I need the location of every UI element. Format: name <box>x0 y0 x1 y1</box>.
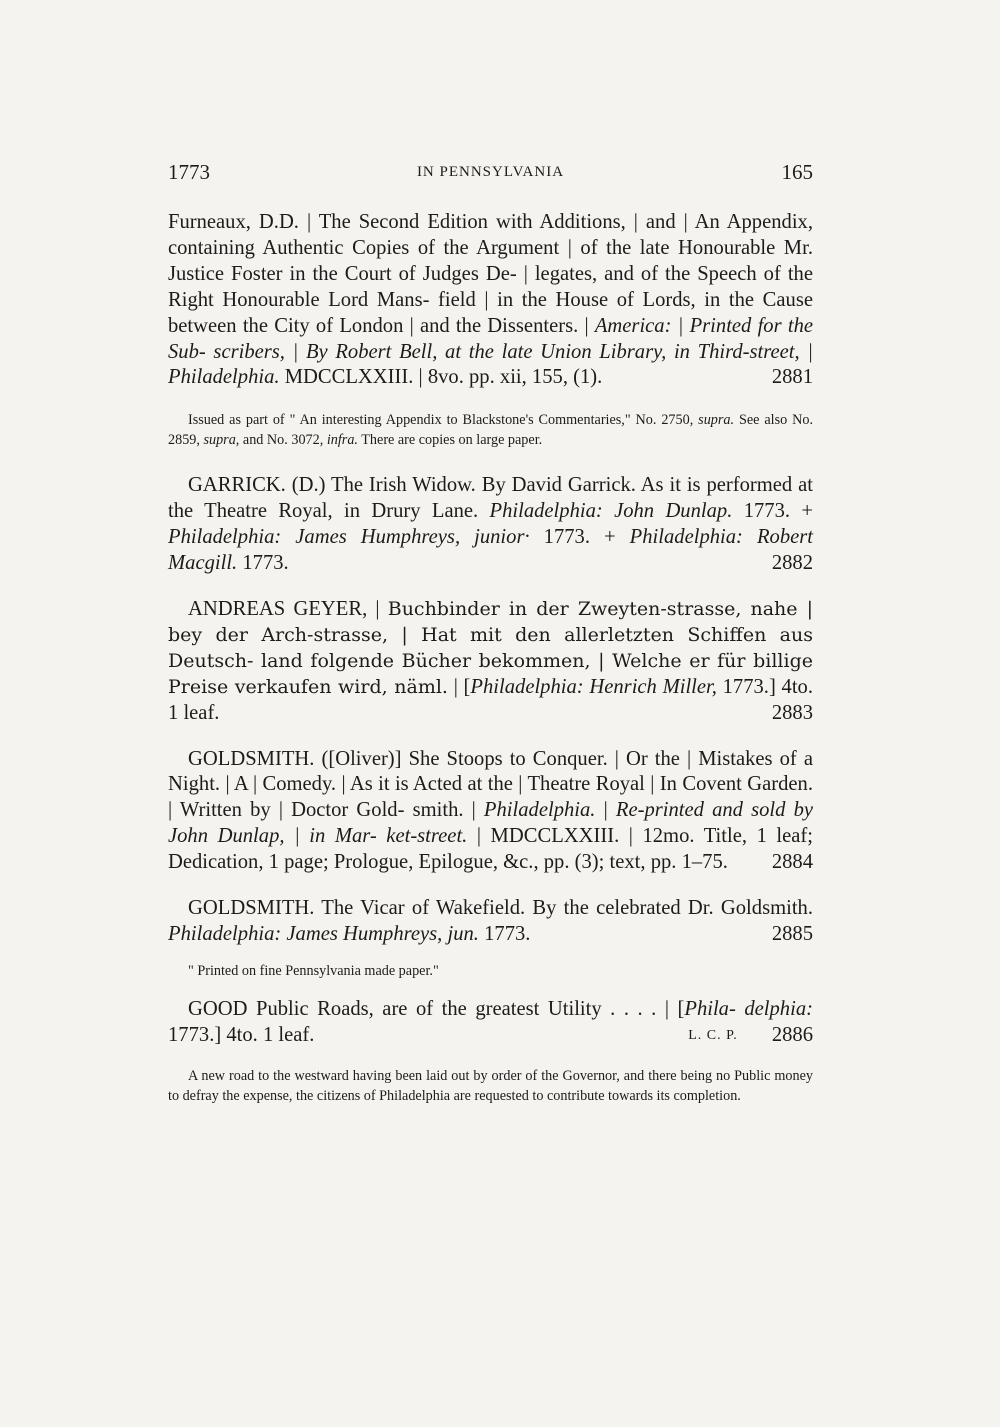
entry-number: 2886 <box>771 1024 813 1047</box>
library-location: L. C. P. <box>688 1028 738 1044</box>
note-text-segment: infra. <box>326 431 358 448</box>
entry-text-segment: GOLDSMITH. ([Oliver)] She Stoops to Conquer. | Or the | Mistakes of a Night. | A | Comedy. | As it is Acted at the | Theatre Royal | In Covent Garden. | Written by | Doctor Gold- smith. | <box>168 747 813 822</box>
entry-2882 <box>168 473 813 577</box>
entry-text-segment: Philadelphia: James Humphreys, jun. <box>168 922 479 945</box>
running-title: IN PENNSYLVANIA <box>416 164 565 180</box>
entry-text-segment: ANDREAS GEYER, | <box>188 597 388 620</box>
page-content <box>168 210 813 1106</box>
entry-text-segment: GARRICK. (D.) The Irish Widow. By David Garrick. As it is performed at the Theatre Royal, in Drury Lane. <box>168 474 813 523</box>
entry-2886 <box>168 997 813 1049</box>
note-text-segment: " Printed on fine Pennsylvania made paper." <box>188 962 439 979</box>
entry-text-segment: MDCCLXXIII. | 8vo. pp. xii, 155, (1). <box>279 366 603 389</box>
entry-text-segment: GOOD Public Roads, are of the greatest Utility . . . . | [ <box>188 998 685 1021</box>
entry-text-segment: 1773.] 4to. 1 leaf. <box>168 675 813 724</box>
entry-text-segment: 1773.] 4to. 1 leaf. <box>168 1024 315 1047</box>
entry-text-segment: America: | Printed for the Sub- scribers, | By Robert Bell, at the late Union Library, in Third-street, | Philadelphia. <box>168 314 814 389</box>
entry-2881 <box>168 210 813 391</box>
entry-number: 2882 <box>771 552 813 575</box>
note-text-segment: and No. 3072, <box>239 431 327 448</box>
entry-text-segment: | [ <box>447 675 471 698</box>
entry-text-segment: 1773. + <box>732 500 813 523</box>
page-number: 165 <box>781 160 813 184</box>
note-text-segment: supra. <box>698 412 735 429</box>
note-text-segment: Issued as part of " An interesting Appendix to Blackstone's Commentaries," No. 2750, <box>188 412 699 429</box>
entry-number: 2881 <box>771 366 813 389</box>
entry-2883 <box>168 597 813 727</box>
entry-text-segment: Philadelphia: Robert Macgill. <box>168 526 813 575</box>
entry-number: 2885 <box>771 922 813 945</box>
entry-text-segment: Re-printed and sold by John Dunlap, | in Mar- ket-street. <box>168 799 814 848</box>
entry-text-segment: Philadelphia: James Humphreys, junior· <box>168 526 530 549</box>
note-text-segment: supra, <box>203 431 240 448</box>
note-2885 <box>168 962 813 982</box>
note-2881 <box>168 411 813 450</box>
entry-text-segment: Philadelphia. <box>483 799 596 822</box>
note-text-segment: See also No. 2859, <box>168 412 813 448</box>
entry-text-segment: Phila- delphia: <box>684 998 813 1021</box>
note-2886 <box>168 1067 813 1106</box>
entry-text-segment: | <box>595 799 616 822</box>
note-text-segment: A new road to the westward having been laid out by order of the Governor, and there being no Public money to defray the expense, the citizens of Philadelphia are requested to contribute towards its completion. <box>168 1068 813 1104</box>
entry-number: 2883 <box>771 701 813 724</box>
entry-text-segment: 1773. <box>478 922 531 945</box>
running-header <box>168 160 813 194</box>
entry-text-segment: 1773. <box>237 552 289 575</box>
entry-text-segment: Furneaux, D.D. | The Second Edition with Additions, | and | An Appendix, containing Authentic Copies of the Argument | of the late Honourable Mr. Justice Foster in the Court of Judges De- | legates, and of the Speech of the Right Honourable Lord Mans- field | in the House of Lords, in the Cause between the City of London | and the Dissenters. | <box>168 211 813 337</box>
entry-text-segment: GOLDSMITH. The Vicar of Wakefield. By the celebrated Dr. Goldsmith. <box>188 897 813 920</box>
header-year: 1773 <box>168 160 210 184</box>
entry-text-segment: Buchbinder in der Zweyten-strasse, nahe | bey der Arch-strasse, | Hat mit den allerletzten Schiffen aus Deutsch- land folgende Bücher bekommen, | Welche er für billige Preise verkaufen wird, näml. <box>168 597 813 698</box>
entry-2885 <box>168 896 813 948</box>
entry-text-segment: 1773. + <box>529 526 630 549</box>
entry-2884 <box>168 747 813 877</box>
entry-text-segment: | MDCCLXXIII. | 12mo. Title, 1 leaf; Dedication, 1 page; Prologue, Epilogue, &c., pp. (3); text, pp. 1–75. <box>168 825 813 874</box>
entry-text-segment: Philadelphia: Henrich Miller, <box>470 675 717 698</box>
entry-number: 2884 <box>771 851 813 874</box>
entry-text-segment: Philadelphia: John Dunlap. <box>489 500 733 523</box>
note-text-segment: There are copies on large paper. <box>357 431 543 448</box>
